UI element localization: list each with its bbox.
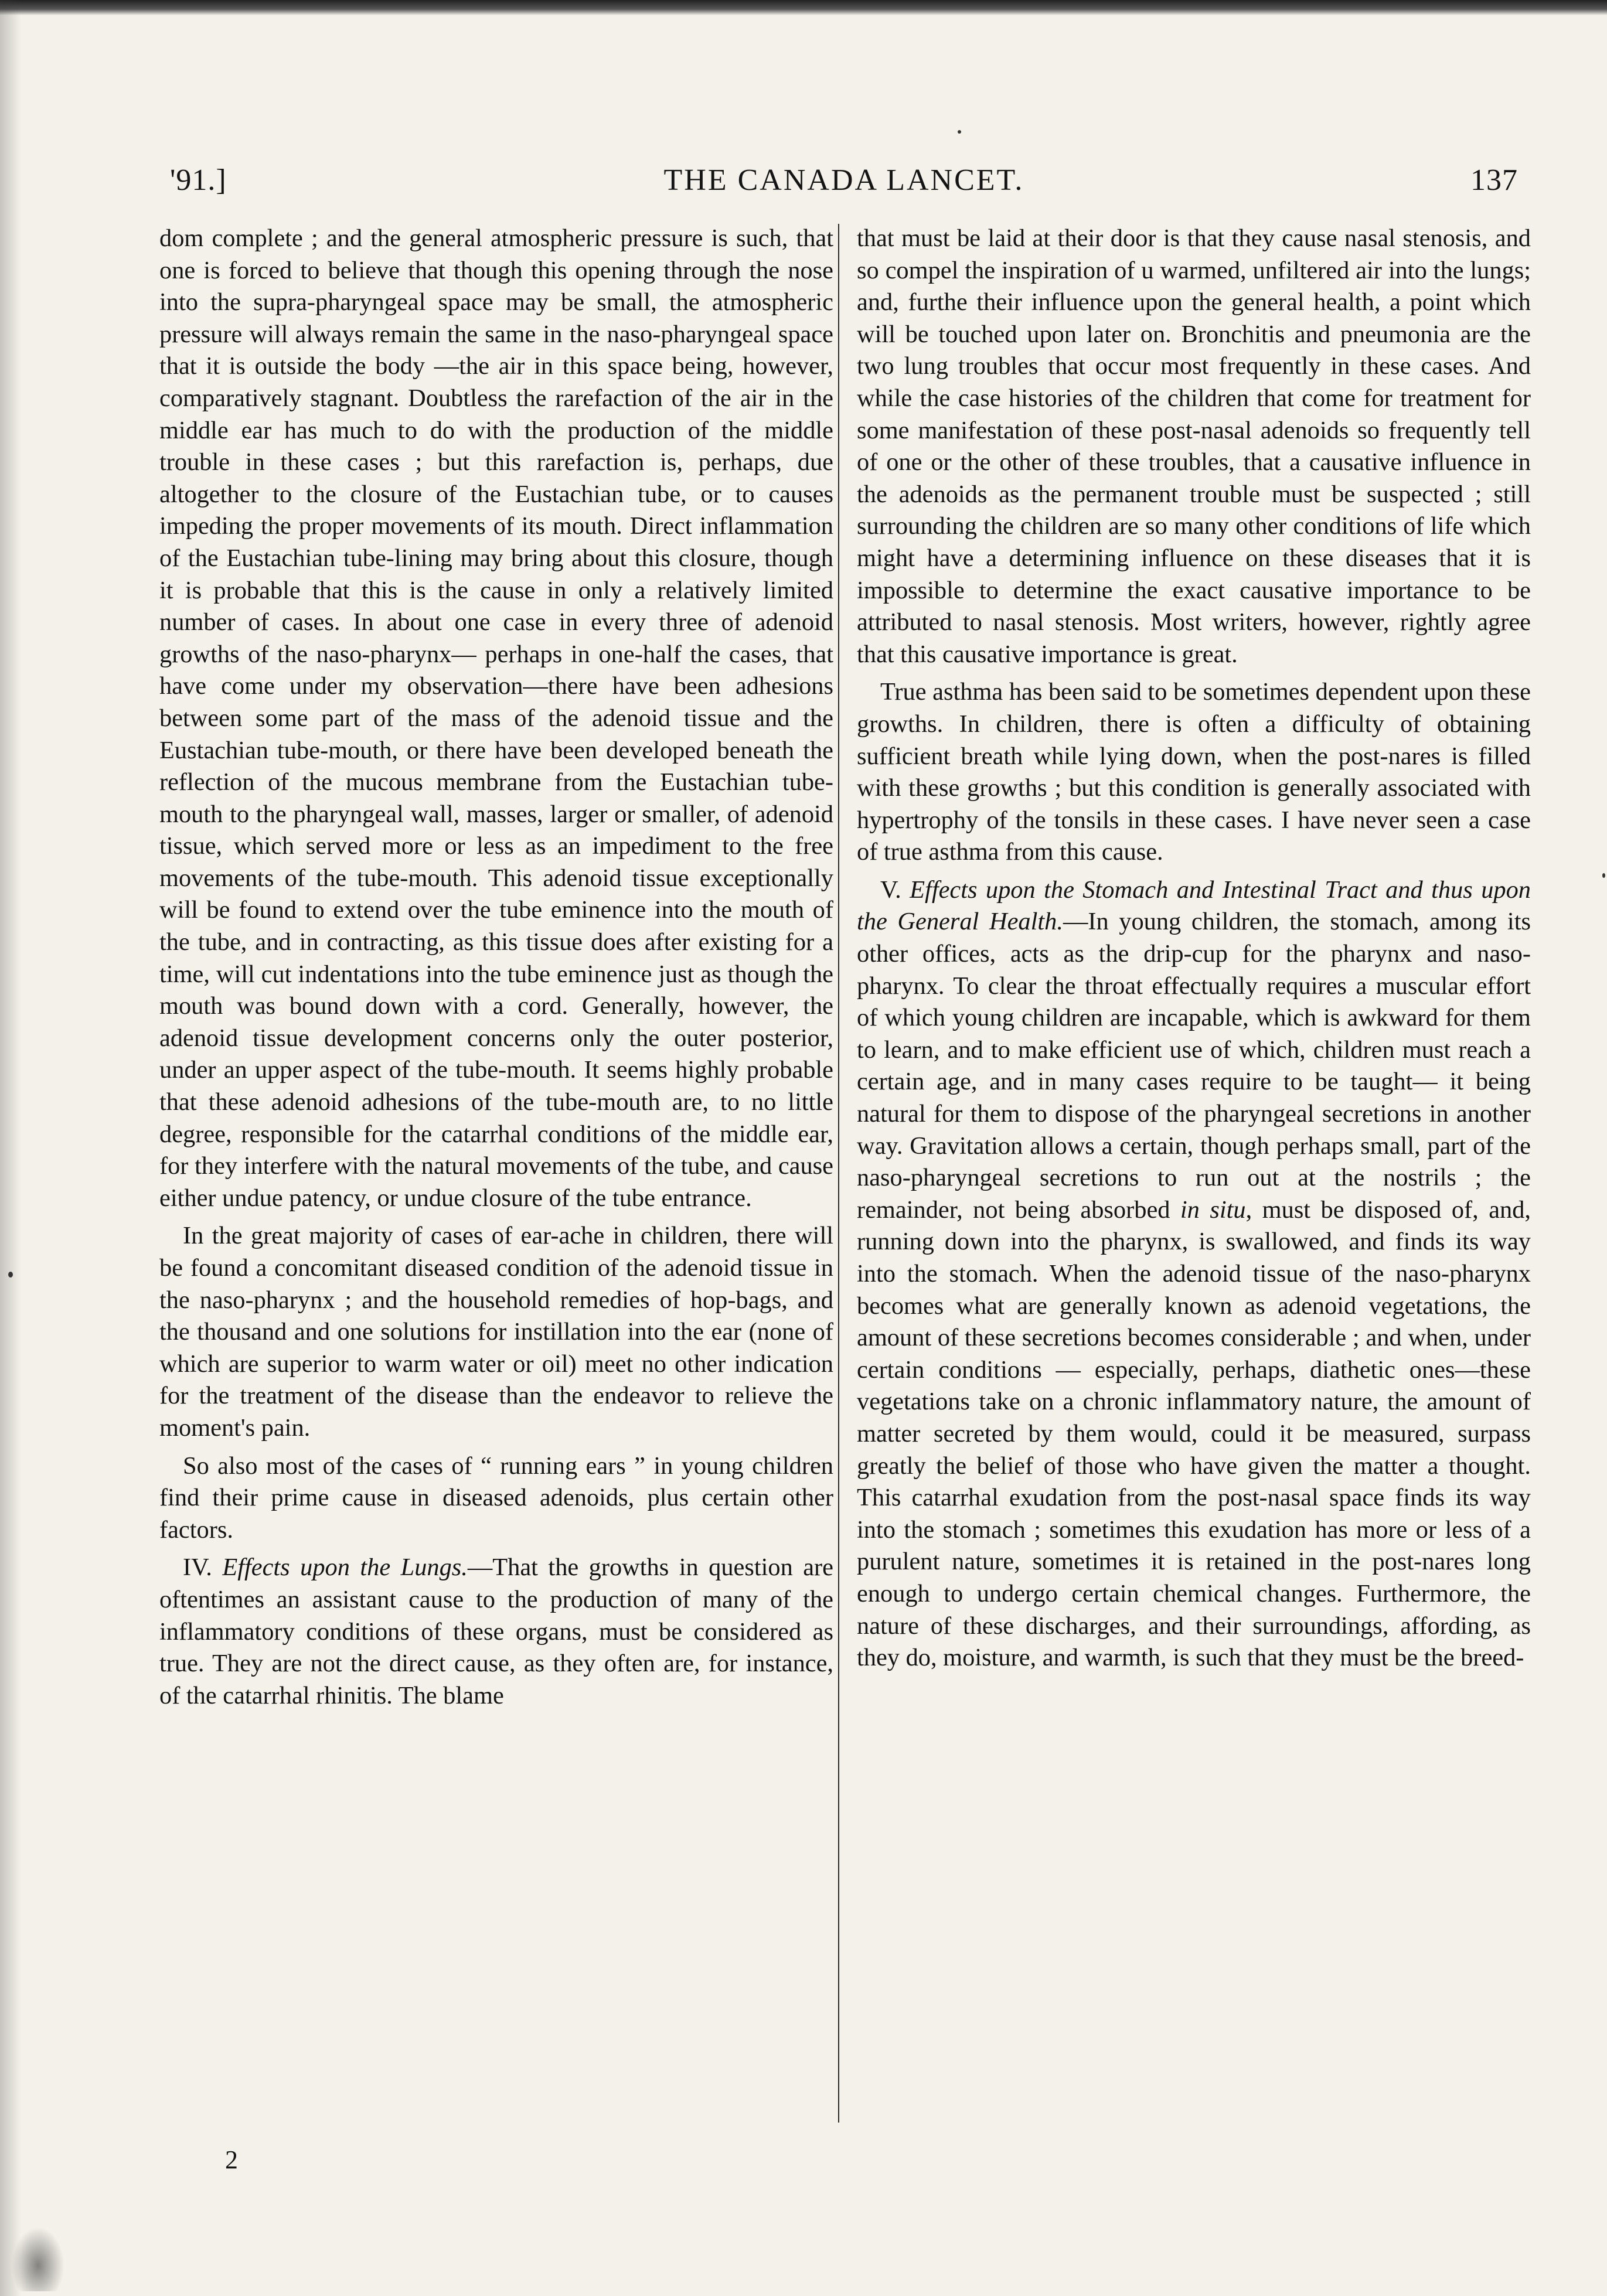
journal-title: THE CANADA LANCET. (663, 163, 1024, 197)
paragraph-text: , must be disposed of, and, running down into the pharynx, is swallowed, and finds its way into the stomach. When the adenoid tissue of the naso-pharynx becomes what are generally known as adenoid vegetations, the amount of these secretions becomes considerable ; and when, under certain conditions — especially, perhaps, diathetic ones—these vegetations take on a chronic inflammatory nature, the amount of matter secreted by them would, could it be measured, surpass greatly the belief of those who have given the matter a thought. This catarrhal exudation from the post-nasal space finds its way into the stomach ; sometimes this exudation has more or less of a purulent nature, sometimes it is retained in the post-nares long enough to undergo certain chemical changes. Furthermore, the nature of these discharges, and their surroundings, affording, as they do, moisture, and warmth, is such that they must be the breed- (857, 1195, 1531, 1672)
paragraph: that must be laid at their door is that they cause nasal stenosis, and so compel the inspiration of u warmed, unfiltered air into the lungs; and, furthe their influence upon the general health, a point which will be touched upon later on. Bronchitis and pneumonia are the two lung troubles that occur most frequently in these cases. And while the case histories of the children that come for treatment for some manifestation of these post-nasal adenoids so frequently tell of one or the other of these troubles, that a causative influence in the adenoids as the permanent trouble must be suspected ; still surrounding the children are so many other conditions of life which might have a determining influence on these diseases that it is impossible to determine the exact causative importance to be attributed to nasal stenosis. Most writers, however, rightly agree that this causative importance is great. (857, 224, 1531, 668)
section-number: IV. (183, 1554, 223, 1582)
scan-speck (1602, 873, 1605, 878)
section-number: V. (880, 876, 910, 904)
page-number: 137 (1470, 163, 1518, 197)
right-column (857, 223, 1531, 1674)
paragraph-text: —In young children, the stomach, among its other offices, acts as the drip-cup for the pharynx and naso-pharynx. To clear the throat effectually requires a muscular effort of which young children are incapable, which is awkward for them to learn, and to make efficient use of which, children must reach a certain age, and in many cases require to be taught— it being natural for them to dispose of the pharyngeal secretions in another way. Gravitation allows a certain, though perhaps small, part of the naso-pharyngeal secretions to run out at the nostrils ; the remainder, not being absorbed (857, 908, 1531, 1224)
section-heading: Effects upon the Stomach and Intestinal Tract and thus upon the General Health. (857, 876, 1531, 936)
section-paragraph (159, 1552, 833, 1712)
column-divider (838, 224, 839, 2123)
paragraph: In the great majority of cases of ear-ache in children, there will be found a concomitant diseased condition of the adenoid tissue in the naso-pharynx ; and the household remedies of hop-bags, and the thousand and one solutions for instillation into the ear (none of which are superior to warm water or oil) meet no other indication for the treatment of the disease than the endeavor to relieve the moment's pain. (159, 1222, 833, 1442)
section-paragraph (857, 874, 1531, 1674)
scan-edge-top (0, 0, 1607, 15)
scan-speck (8, 1272, 13, 1278)
scan-edge-left (0, 0, 21, 2296)
latin-phrase: in situ (1180, 1195, 1246, 1224)
signature-mark: 2 (225, 2145, 238, 2174)
header-year: '91.] (170, 163, 227, 197)
scan-speck (958, 130, 961, 134)
scan-smudge (12, 2227, 64, 2291)
section-heading: Effects upon the Lungs. (222, 1554, 468, 1582)
running-header (170, 163, 1518, 204)
paragraph: dom complete ; and the general atmospheric pressure is such, that one is forced to believe that though this opening through the nose into the supra-pharyngeal space may be small, the atmospheric pressure will always remain the same in the naso-pharyngeal space that it is outside the body —the air in this space being, however, comparatively stagnant. Doubtless the rarefaction of the air in the middle ear has much to do with the production of the middle trouble in these cases ; but this rarefaction is, perhaps, due altogether to the closure of the Eustachian tube, or to causes impeding the proper movements of its mouth. Direct inflammation of the Eustachian tube-lining may bring about this closure, though it is probable that this is the cause in only a relatively limited number of cases. In about one case in every three of adenoid growths of the naso-pharynx— perhaps in one-half the cases, that have come under my observation—there have been adhesions between some part of the mass of the adenoid tissue and the Eustachian tube-mouth, or there have been developed beneath the reflection of the mucous membrane from the Eustachian tube-mouth to the pharyngeal wall, masses, larger or smaller, of adenoid tissue, which served more or less as an impediment to the free movements of the tube-mouth. This adenoid tissue exceptionally will be found to extend over the tube eminence into the mouth of the tube, and in contracting, as this tissue does after existing for a time, will cut indentations into the tube eminence just as though the mouth was bound down with a cord. Generally, however, the adenoid tissue development concerns only the outer posterior, under an upper aspect of the tube-mouth. It seems highly probable that these adenoid adhesions of the tube-mouth are, to no little degree, responsible for the catarrhal conditions of the middle ear, for they interfere with the natural movements of the tube, and cause either undue patency, or undue closure of the tube entrance. (159, 224, 833, 1212)
paragraph: True asthma has been said to be sometimes dependent upon these growths. In children, there is often a difficulty of obtaining sufficient breath while lying down, when the post-nares is filled with these growths ; but this condition is generally associated with hypertrophy of the tonsils in these cases. I have never seen a case of true asthma from this cause. (857, 678, 1531, 866)
paragraph: So also most of the cases of “ running ears ” in young children find their prime cause in diseased adenoids, plus certain other factors. (159, 1452, 833, 1544)
left-column (159, 223, 833, 1712)
paragraph-text: —That the growths in question are oftentimes an assistant cause to the production of many of the inflammatory conditions of these organs, must be considered as true. They are not the direct cause, as they often are, for instance, of the catarrhal rhinitis. The blame (159, 1554, 833, 1709)
